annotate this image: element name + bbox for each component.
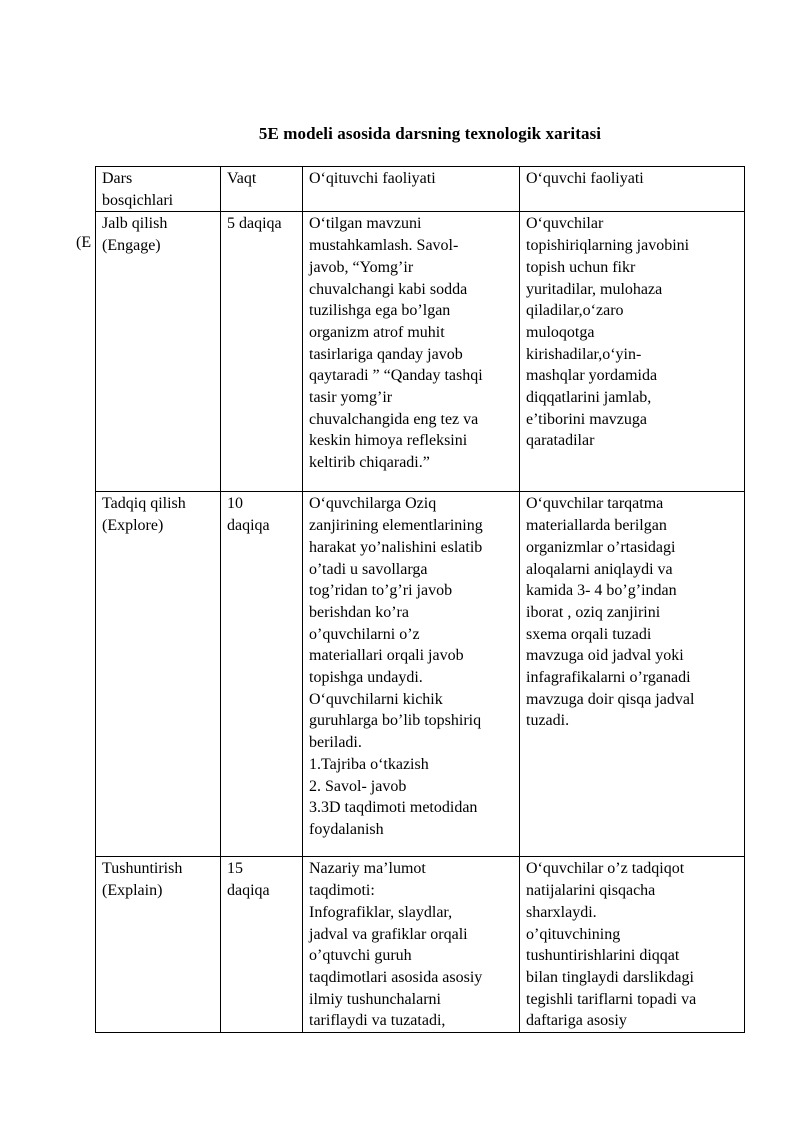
stage-cell: Jalb qilish (Engage) <box>96 212 221 492</box>
table-header-row <box>96 167 745 212</box>
student-activity-cell: O‘quvchilar topishiriqlarning javobini topish uchun fikr yuritadilar, mulohaza qiladilar,o‘zaro muloqotga kirishadilar,o‘yin- mashqlar yordamida diqqatlarini jamlab, e’tiborini mavzuga qaratadilar <box>520 212 745 492</box>
document-title: 5E modeli asosida darsning texnologik xaritasi <box>258 124 602 143</box>
time-cell: 5 daqiqa <box>221 212 303 492</box>
time-cell: 15 daqiqa <box>221 857 303 1033</box>
header-cell-stage: Dars bosqichlari <box>96 167 221 212</box>
header-cell-teacher: O‘qituvchi faoliyati <box>303 167 520 212</box>
header-cell-time: Vaqt <box>221 167 303 212</box>
stage-cell: Tadqiq qilish (Explore) <box>96 492 221 857</box>
stray-text-fragment: (E <box>76 234 92 251</box>
student-activity-cell: O‘quvchilar tarqatma materiallarda berilgan organizmlar o’rtasidagi aloqalarni aniqlaydi va kamida 3- 4 bo’g’indan iborat , oziq zanjirini sxema orqali tuzadi mavzuga oid jadval yoki infagrafikalarni o’rganadi mavzuga doir qisqa jadval tuzadi. <box>520 492 745 857</box>
time-cell: 10 daqiqa <box>221 492 303 857</box>
table-row <box>96 857 745 1033</box>
teacher-activity-cell: O‘quvchilarga Oziq zanjirining elementlarining harakat yo’nalishini eslatib o’tadi u savollarga tog’ridan to’g’ri javob berishdan ko’ra o’quvchilarni o’z materiallari orqali javob topishga undaydi. O‘quvchilarni kichik guruhlarga bo’lib topshiriq beriladi. 1.Tajriba o‘tkazish 2. Savol- javob 3.3D taqdimoti metodidan foydalanish <box>303 492 520 857</box>
table-row <box>96 212 745 492</box>
student-activity-cell: O‘quvchilar o’z tadqiqot natijalarini qisqacha sharxlaydi. o’qituvchining tushuntirishlarini diqqat bilan tinglaydi darslikdagi tegishli tariflarni topadi va daftariga asosiy <box>520 857 745 1033</box>
teacher-activity-cell: Nazariy ma’lumot taqdimoti: Infografiklar, slaydlar, jadval va grafiklar orqali o’qtuvchi guruh taqdimotlari asosida asosiy ilmiy tushunchalarni tariflaydi va tuzatadi, <box>303 857 520 1033</box>
technology-map-table <box>95 166 745 1033</box>
header-cell-student: O‘quvchi faoliyati <box>520 167 745 212</box>
stage-cell: Tushuntirish (Explain) <box>96 857 221 1033</box>
table-row <box>96 492 745 857</box>
teacher-activity-cell: O‘tilgan mavzuni mustahkamlash. Savol- javob, “Yomg’ir chuvalchangi kabi sodda tuzilishga ega bo’lgan organizm atrof muhit tasirlariga qanday javob qaytaradi ” “Qanday tashqi tasir yomg’ir chuvalchangida eng tez va keskin himoya refleksini keltirib chiqaradi.” <box>303 212 520 492</box>
